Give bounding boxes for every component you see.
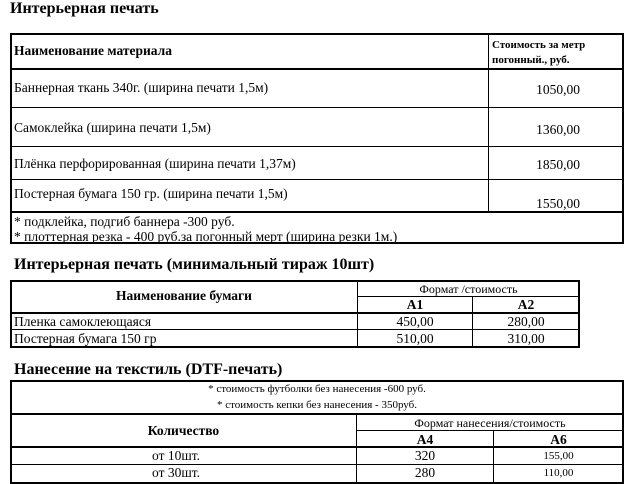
material-name: Баннерная ткань 340г. (ширина печати 1,5м) [14,80,269,95]
dtf-price-a4: 280 [414,465,436,480]
dtf-price-a6: 155,00 [543,450,574,462]
col-header-quantity: Количество [147,423,220,438]
material-name: Плёнка перфорированная (ширина печати 1,37м) [14,156,296,171]
section1-title: Интерьерная печать [10,0,159,17]
paper-price-a1: 510,00 [396,331,434,346]
col-header-application-format: Формат нанесения/стоимость [414,416,566,430]
section2-title: Интерьерная печать (минимальный тираж 10шт) [14,256,375,273]
material-name: Самоклейка (ширина печати 1,5м) [14,120,211,135]
note-tshirt-price: * стоимость футболки без нанесения -600 руб. [208,383,426,395]
quantity-label: от 30шт. [152,465,201,480]
col-header-a1: А1 [406,297,424,312]
paper-name: Постерная бумага 150 гр [14,331,157,346]
material-price: 1050,00 [536,82,580,97]
section3-title: Нанесение на текстиль (DTF-печать) [14,361,283,378]
note-gluing: * подклейка, подгиб баннера -300 руб. [14,214,235,229]
note-cap-price: * стоимость кепки без нанесения - 350руб. [216,399,418,411]
paper-name: Пленка самоклеющаяся [14,314,152,329]
col-header-paper: Наименование бумаги [116,288,252,303]
col-header-a2: А2 [517,297,535,312]
paper-price-a2: 310,00 [507,331,545,346]
material-price: 1550,00 [536,197,580,211]
col-header-material: Наименование материала [14,43,172,58]
paper-price-a1: 450,00 [396,314,434,329]
col-header-a4: А4 [416,432,434,447]
col-header-format: Формат /стоимость [419,282,518,296]
paper-price-a2: 280,00 [507,314,545,329]
col-header-price-line2: погонный., руб. [492,54,570,66]
material-name: Постерная бумага 150 гр. (ширина печати 1,5м) [14,186,288,201]
quantity-label: от 10шт. [152,448,201,463]
material-price: 1850,00 [536,157,580,172]
col-header-price-line1: Стоимость за метр [492,39,586,51]
dtf-price-a6: 110,00 [543,467,574,479]
material-price: 1360,00 [536,122,580,137]
dtf-price-a4: 320 [414,448,436,463]
note-plotter-cutting: * плоттерная резка - 400 руб.за погонный мерт (ширина резки 1м.) [14,230,398,243]
col-header-a6: А6 [550,432,567,447]
